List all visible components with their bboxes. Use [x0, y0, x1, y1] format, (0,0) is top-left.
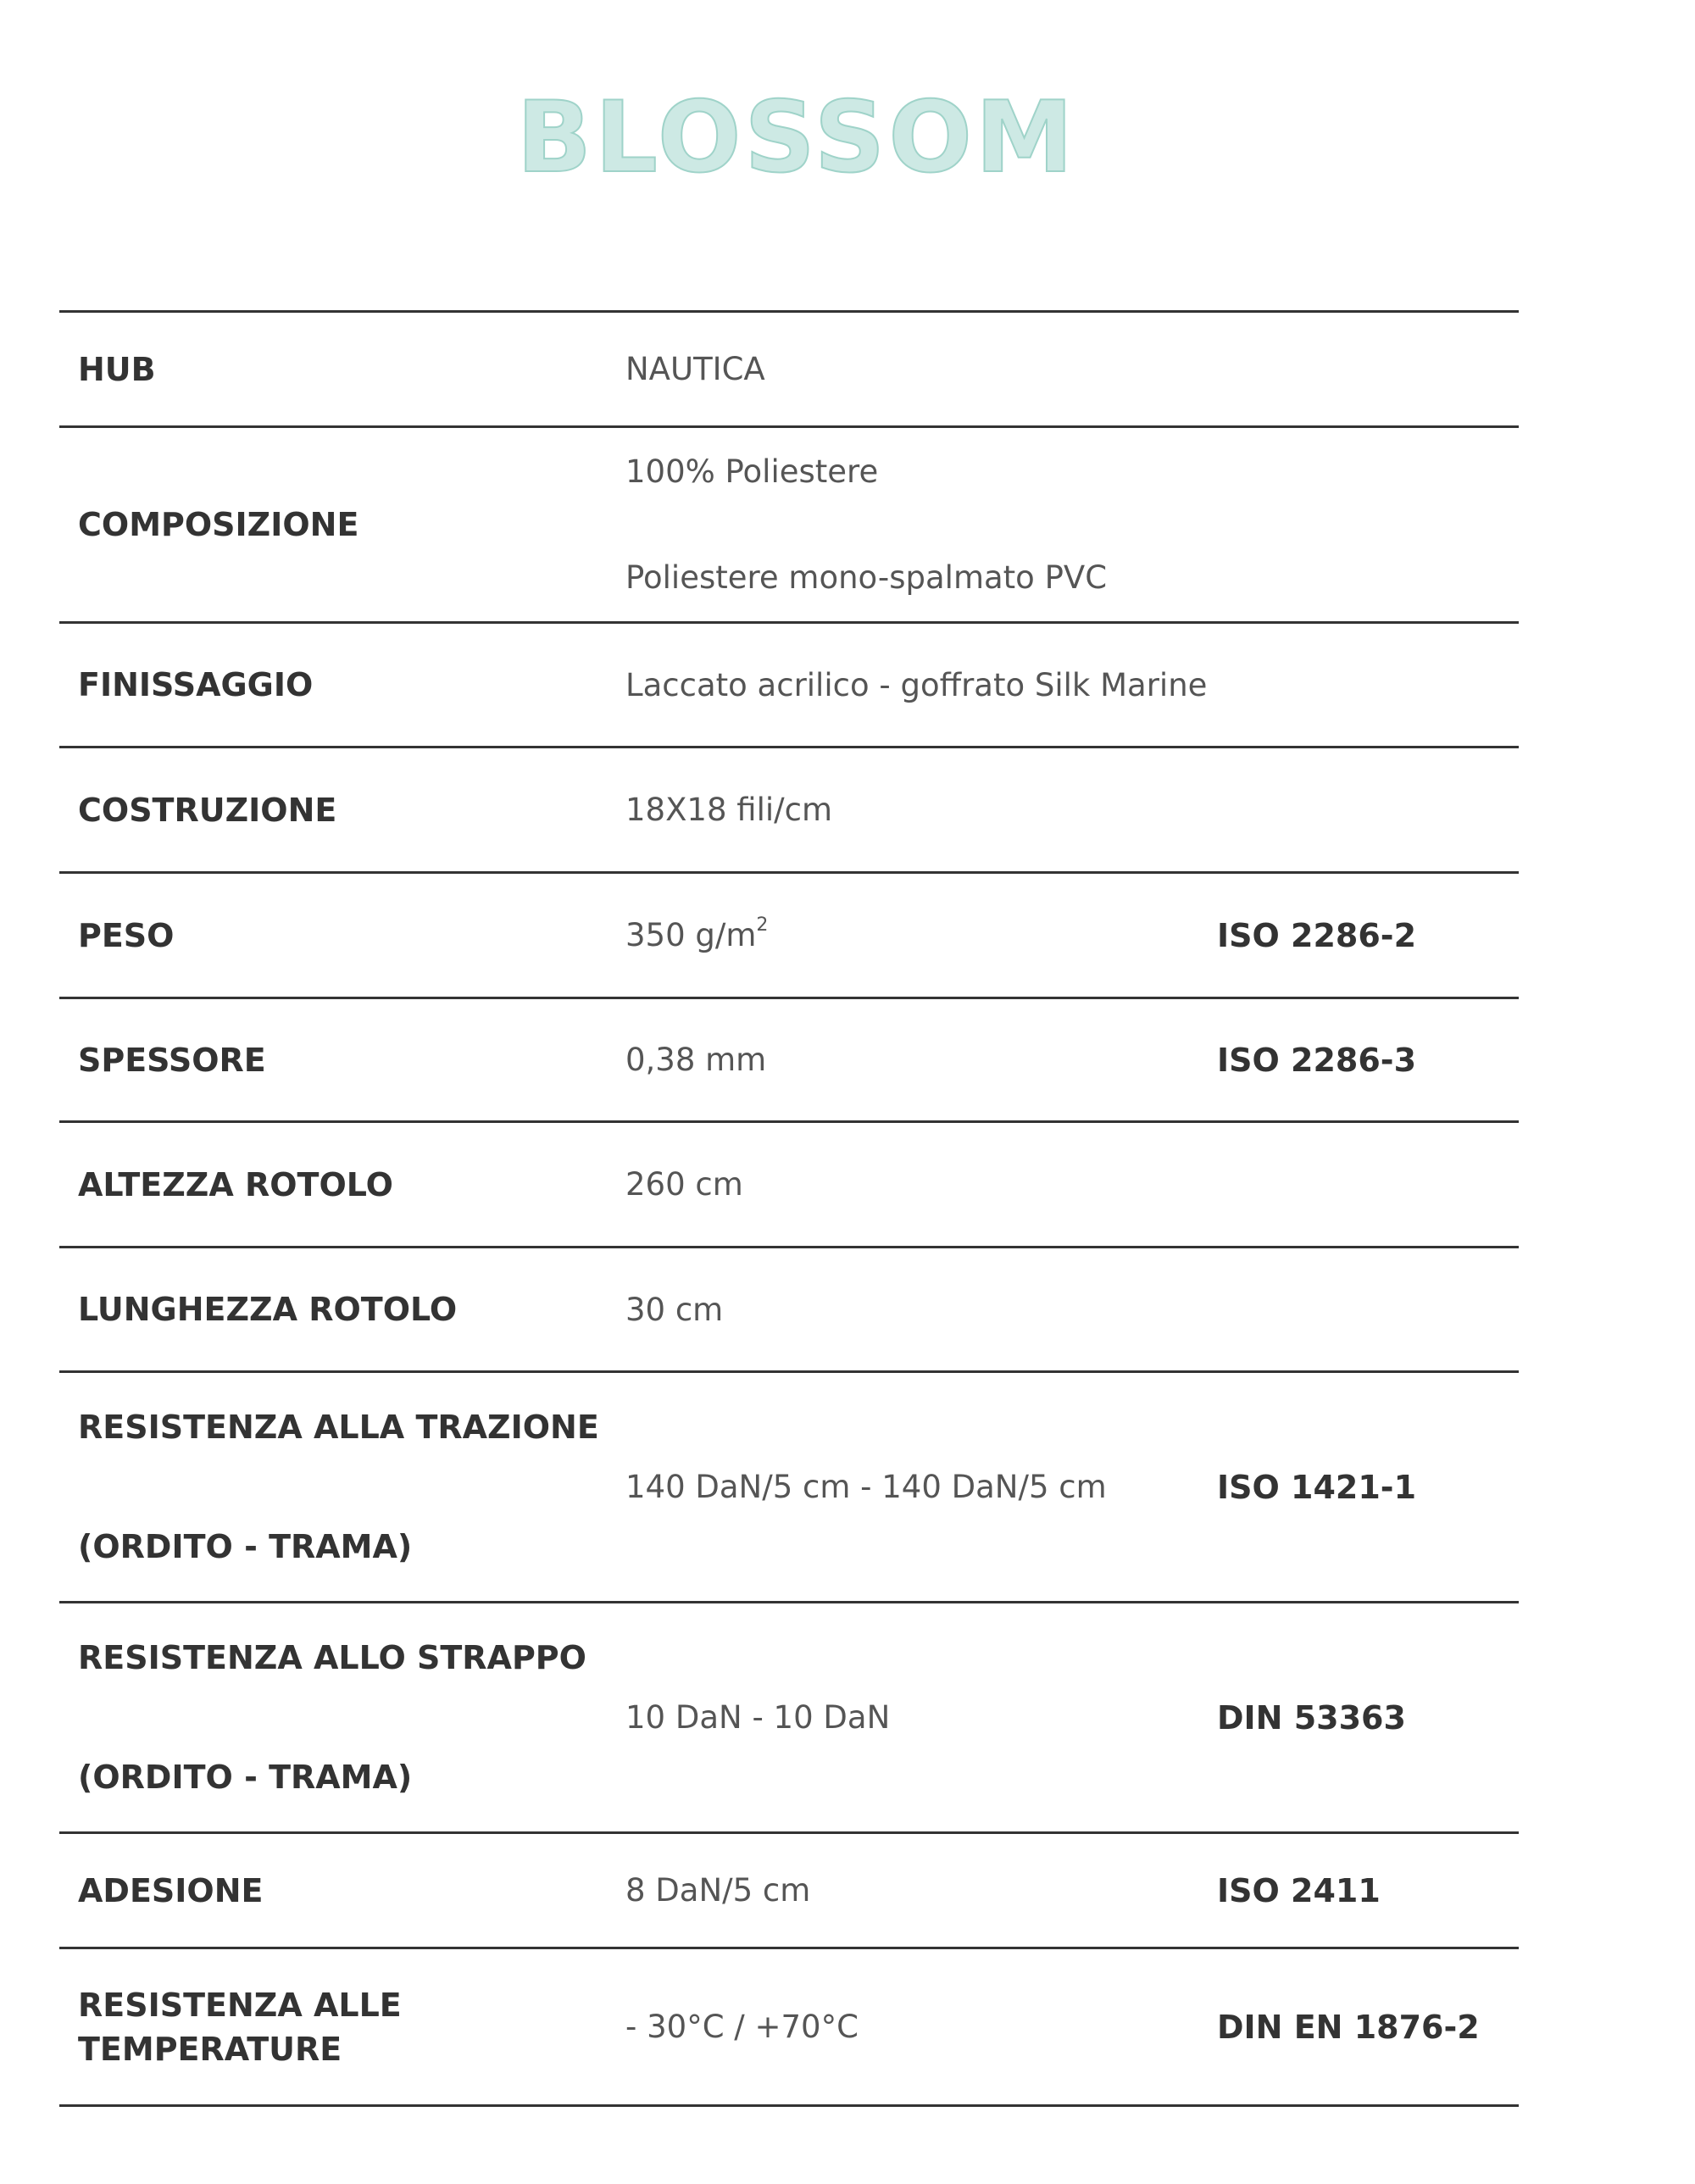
spec-label: LUNGHEZZA ROTOLO: [78, 1291, 458, 1328]
spec-value: Laccato acrilico - goffrato Silk Marine: [625, 666, 1208, 703]
spec-label: RESISTENZA ALLO STRAPPO: [78, 1639, 586, 1676]
spec-standard: ISO 2286-2: [1217, 916, 1417, 954]
spec-value: 10 DaN - 10 DaN: [625, 1699, 891, 1736]
spec-row-lunghezza-rotolo: [59, 1248, 1519, 1373]
spec-row-finissaggio: [59, 624, 1519, 748]
spec-value: 100% Poliestere: [625, 453, 879, 490]
spec-value: - 30°C / +70°C: [625, 2009, 859, 2045]
spec-standard: ISO 2286-3: [1217, 1041, 1417, 1079]
spec-value: 30 cm: [625, 1291, 724, 1328]
spec-label: PESO: [78, 916, 175, 954]
spec-label: RESISTENZA ALLA TRAZIONE: [78, 1409, 599, 1446]
spec-row-spessore: [59, 999, 1519, 1123]
spec-label-group: [78, 1949, 620, 2104]
spec-label: FINISSAGGIO: [78, 666, 314, 703]
spec-standard: ISO 2411: [1217, 1871, 1381, 1909]
spec-value: 18X18 fili/cm: [625, 792, 832, 828]
spec-value: 140 DaN/5 cm - 140 DaN/5 cm: [625, 1469, 1107, 1505]
spec-label: SPESSORE: [78, 1041, 266, 1079]
spec-label-sub: (ORDITO - TRAMA): [78, 1528, 413, 1565]
spec-row-adesione: [59, 1834, 1519, 1949]
spec-row-composizione: [59, 428, 1519, 624]
spec-value: Poliestere mono-spalmato PVC: [625, 559, 1108, 596]
spec-row-resistenza-strappo: [59, 1603, 1519, 1834]
spec-label: COSTRUZIONE: [78, 791, 337, 829]
spec-label-group: [78, 1373, 620, 1601]
spec-value: 260 cm: [625, 1166, 743, 1203]
spec-table: [59, 310, 1519, 2107]
spec-value: NAUTICA: [625, 351, 765, 387]
spec-row-peso: [59, 874, 1519, 999]
spec-row-resistenza-trazione: [59, 1373, 1519, 1603]
spec-label: ALTEZZA ROTOLO: [78, 1165, 393, 1203]
spec-label-group: [78, 1603, 620, 1831]
spec-value: 350 g/m: [625, 917, 757, 953]
spec-label: TEMPERATURE: [78, 2030, 342, 2068]
spec-row-altezza-rotolo: [59, 1123, 1519, 1248]
spec-label: COMPOSIZIONE: [78, 506, 359, 543]
spec-value-superscript: 2: [756, 914, 769, 936]
spec-value-group: [625, 428, 1219, 621]
product-title: BLOSSOM: [516, 81, 1077, 195]
spec-standard: DIN EN 1876-2: [1217, 2008, 1480, 2046]
spec-value: 8 DaN/5 cm: [625, 1872, 811, 1909]
spec-row-resistenza-temperature: [59, 1949, 1519, 2107]
spec-row-costruzione: [59, 748, 1519, 874]
spec-standard: ISO 1421-1: [1217, 1468, 1417, 1506]
spec-standard: DIN 53363: [1217, 1698, 1406, 1737]
spec-label-sub: (ORDITO - TRAMA): [78, 1759, 413, 1796]
spec-value-group: [625, 874, 1219, 997]
spec-label: HUB: [78, 350, 156, 388]
spec-row-hub: [59, 313, 1519, 428]
spec-label: RESISTENZA ALLE: [78, 1986, 402, 2024]
spec-label: ADESIONE: [78, 1871, 264, 1909]
spec-value: 0,38 mm: [625, 1042, 767, 1078]
